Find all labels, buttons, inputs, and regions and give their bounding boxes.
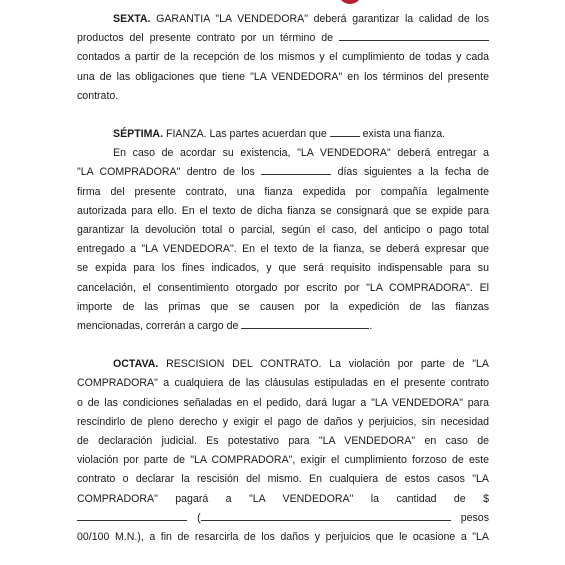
clause-heading: SÉPTIMA. xyxy=(113,128,164,141)
days-blank[interactable] xyxy=(261,165,331,175)
clause-heading: OCTAVA. xyxy=(113,358,159,371)
document-page xyxy=(77,0,489,547)
amount-blank[interactable] xyxy=(77,511,187,521)
payer-blank[interactable] xyxy=(241,319,369,329)
clause-octava: OCTAVA. RESCISION DEL CONTRATO. La violación por parte de "LA COMPRADORA" a cualquiera de las cláusulas estipuladas en el presente contrato o de las condiciones señaladas en el pedido, dará lugar a "LA VENDEDORA" para rescindirlo de pleno derecho y exigir el pago de daños y perjuicios, sin necesidad de declaración judicial. Es potestativo para "LA VENDEDORA" en caso de violación por parte de "LA COMPRADORA", exigir el cumplimiento forzoso de este contrato o declarar la rescisión del mismo. En cualquiera de estos casos "LA COMPRADORA" pagará a "LA VENDEDORA" la cantidad de $ ( pesos 00/100 M.N.), a fin de resarcirla de los daños y perjuicios que le ocasione a "LA xyxy=(77,358,489,544)
clause-septima: SÉPTIMA. FIANZA. Las partes acuerdan que exista una fianza. En caso de acordar su existencia, "LA VENDEDORA" deberá entregar a "LA COMPRADORA" dentro de los días siguientes a la fecha de firma del presente contrato, una fianza expedida por compañía legalmente autorizada para ello. En el texto de dicha fianza se consignará que se expide para garantizar la devolución total o parcial, según el caso, del anticipo o pago total entregado a "LA VENDEDORA". En el texto de la fianza, se deberá expresar que se expida para los fines indicados, y que será requisito indispensable para su cancelación, el consentimiento otorgado por escrito por "LA COMPRADORA". El importe de las primas que se causen por la expedición de las fianzas mencionadas, correrán a cargo de . xyxy=(77,128,489,333)
clause-sexta: SEXTA. GARANTIA "LA VENDEDORA" deberá garantizar la calidad de los productos del presente contrato por un término de contados a partir de la recepción de los mismos y el cumplimiento de todas y cada una de las obligaciones que tiene "LA VENDEDORA" en los términos del presente contrato. xyxy=(77,13,489,102)
clause-heading: SEXTA. xyxy=(113,13,151,25)
agreement-blank[interactable] xyxy=(330,127,360,137)
amount-words-blank[interactable] xyxy=(201,511,451,521)
term-blank[interactable] xyxy=(339,31,489,41)
